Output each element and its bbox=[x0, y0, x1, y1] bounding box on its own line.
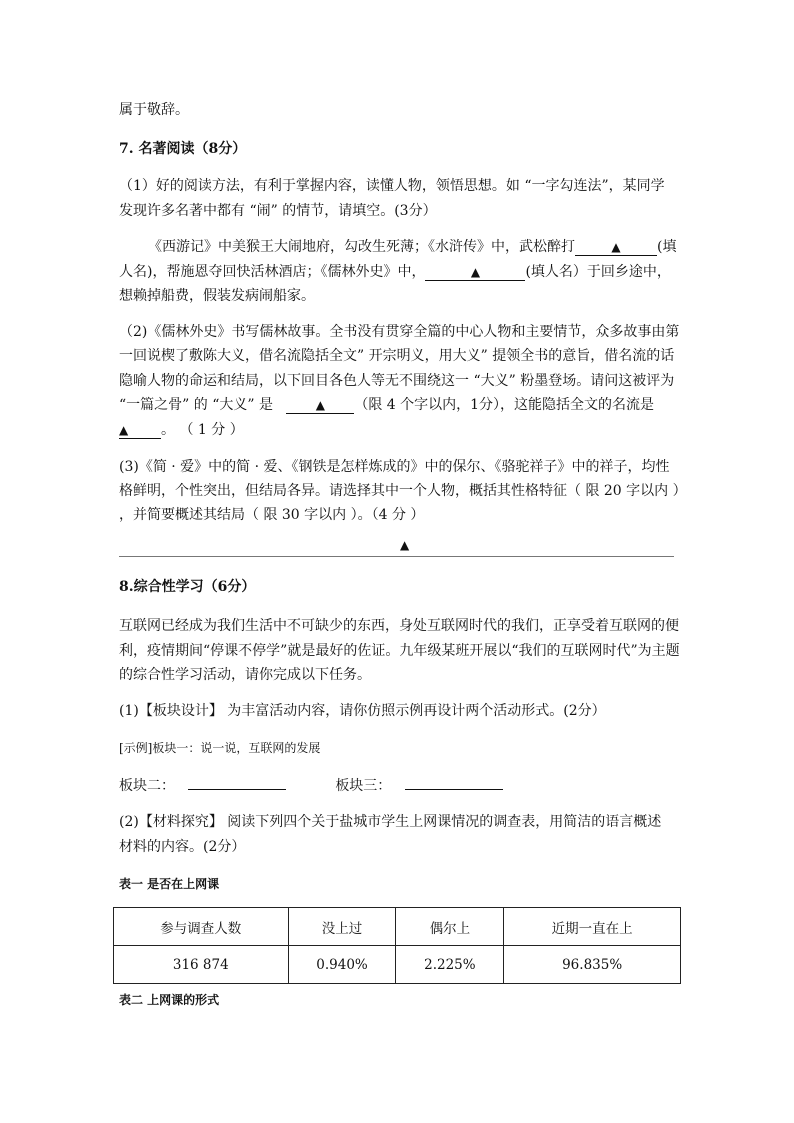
q7-1-text-d1: 人名)，帮施恩夺回快活林酒店；《儒林外史》中， bbox=[119, 264, 426, 280]
table-header-cell: 偶尔上 bbox=[396, 908, 504, 946]
q7-2-text-d1: “一篇之骨” 的 “大义” 是 bbox=[119, 397, 273, 413]
q7-3-line-c: ，并简要概述其结局（ 限 30 字以内 ）。（4 分 ） bbox=[119, 507, 425, 523]
q7-3-line-a: (3)《简 · 爱》中的简 · 爱、《钢铁是怎样炼成的》中的保尔、《骆驼祥子》中的祥子，均性 bbox=[119, 459, 670, 475]
q7-2-line-a: （2)《儒林外史》书写儒林故事。全书没有贯穿全篇的中心人物和主要情节，众多故事由第 bbox=[119, 324, 680, 340]
block3-answer-blank[interactable] bbox=[405, 774, 503, 790]
table-cell: 2.225% bbox=[396, 946, 504, 984]
q8-1-prompt: (1)【板块设计】 为丰富活动内容，请你仿照示例再设计两个活动形式。(2分） bbox=[119, 703, 606, 719]
answer-mark-icon: ▲ bbox=[470, 265, 481, 279]
answer-blank-dayi[interactable] bbox=[286, 398, 354, 414]
survey-table-1 bbox=[113, 907, 681, 984]
table-cell: 316 874 bbox=[114, 946, 289, 984]
q7-2-line-d bbox=[119, 395, 654, 415]
q7-1-line-a: （1）好的阅读方法，有利于掌握内容，读懂人物，领悟思想。如 “一字勾连法”，某同学 bbox=[119, 178, 665, 194]
q7-3-line-b: 格鲜明，个性突出，但结局各异。请选择其中一个人物，概括其性格特征（ 限 20 字以内 ） bbox=[119, 483, 687, 499]
q7-2-line-b: 一回说楔了敷陈大义，借名流隐括全文” 开宗明义，用大义” 提领全书的意旨，借名流的话 bbox=[119, 348, 675, 364]
block2-answer-blank[interactable] bbox=[188, 774, 286, 790]
answer-blank-wusong[interactable] bbox=[575, 240, 657, 256]
q7-1-line-e: 想赖掉船费，假装发病闹船家。 bbox=[119, 288, 315, 304]
intro-text: 属于敬辞。 bbox=[119, 102, 189, 118]
q7-1-line-d bbox=[119, 262, 671, 282]
q8-title: 8.综合性学习（6分） bbox=[119, 579, 256, 595]
table-cell: 0.940% bbox=[288, 946, 396, 984]
answer-blank-mingliu[interactable] bbox=[119, 423, 161, 439]
answer-mark-icon: ▲ bbox=[400, 538, 410, 552]
q7-1-text-d2: (填人名）于回乡途中， bbox=[525, 264, 671, 280]
q7-1-line-c bbox=[148, 237, 676, 257]
q8-line-b: 利，疫情期间“停课不停学”就是最好的佐证。九年级某班开展以“我们的互联网时代”为主题 bbox=[119, 643, 680, 659]
table-header-row bbox=[114, 908, 681, 946]
q8-line-c: 的综合性学习活动，请你完成以下任务。 bbox=[119, 667, 371, 683]
block2-label: 板块二： bbox=[119, 778, 175, 794]
table-row bbox=[114, 946, 681, 984]
block3-label: 板块三： bbox=[335, 778, 392, 794]
q7-title: 7. 名著阅读（8分） bbox=[119, 141, 247, 157]
q7-2-line-c: 隐喻人物的命运和结局，以下回目各色人等无不围绕这一 “大义” 粉墨登场。请问这被评为 bbox=[119, 373, 675, 389]
table2-title: 表二 上网课的形式 bbox=[119, 993, 220, 1007]
table-cell: 96.835% bbox=[504, 946, 681, 984]
table-header-cell: 参与调查人数 bbox=[114, 908, 289, 946]
table1-title: 表一 是否在上网课 bbox=[119, 877, 220, 891]
q7-1-text-c1: 《西游记》中美猴王大闹地府，勾改生死薄；《水浒传》中，武松醉打 bbox=[148, 239, 575, 255]
answer-line[interactable] bbox=[119, 556, 674, 557]
table-header-cell: 没上过 bbox=[288, 908, 396, 946]
q8-2-line-a: (2)【材料探究】 阅读下列四个关于盐城市学生上网课情况的调查表，用简洁的语言概述 bbox=[119, 814, 662, 830]
q7-2-line-e bbox=[119, 420, 244, 440]
answer-blank-rulin[interactable] bbox=[425, 265, 525, 281]
q7-1-line-b: 发现许多名著中都有 “闹” 的情节，请填空。(3分） bbox=[119, 203, 437, 219]
q8-line-a: 互联网已经成为我们生活中不可缺少的东西，身处互联网时代的我们，正享受着互联网的便 bbox=[119, 618, 679, 634]
q8-2-line-b: 材料的内容。(2分） bbox=[119, 839, 246, 855]
q7-2-text-d2: （限 4 个字以内，1分），这能隐括全文的名流是 bbox=[354, 397, 655, 413]
answer-mark-icon: ▲ bbox=[315, 398, 325, 412]
q8-example: [示例]板块一：说一说，互联网的发展 bbox=[119, 741, 321, 755]
q8-blocks-row bbox=[119, 774, 503, 796]
answer-mark-icon: ▲ bbox=[611, 240, 621, 254]
q7-1-text-c2: (填 bbox=[657, 239, 677, 255]
answer-mark-icon: ▲ bbox=[119, 423, 129, 437]
q7-2-text-e: 。 （ 1 分 ） bbox=[161, 422, 244, 438]
table-header-cell: 近期一直在上 bbox=[504, 908, 681, 946]
